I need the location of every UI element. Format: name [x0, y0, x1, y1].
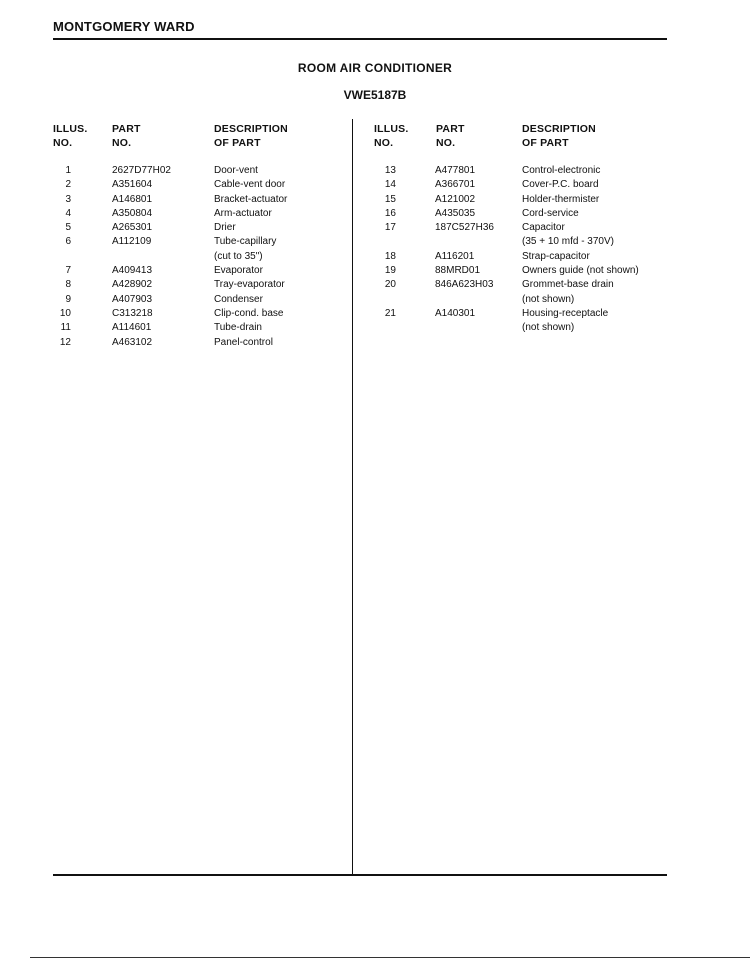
right-header-part: PART NO. [436, 123, 465, 149]
part-no-cell: C313218 [112, 307, 153, 319]
left-header-part: PART NO. [112, 123, 141, 149]
illus-no-cell: 9 [65, 293, 71, 305]
illus-no-cell: 8 [65, 279, 71, 291]
illus-no-cell: 5 [65, 222, 71, 234]
illus-no-cell: 14 [384, 179, 396, 191]
part-no-cell: 88MRD01 [435, 265, 481, 277]
description-cell: Evaporator [214, 265, 263, 277]
part-no-cell: A112109 [112, 236, 152, 248]
left-header-illus: ILLUS. NO. [53, 123, 88, 149]
illus-no-cell: 17 [384, 222, 396, 234]
illus-no-cell: 3 [65, 193, 71, 205]
illus-no-cell: 10 [59, 307, 71, 319]
description-cell: Tube-drain [214, 322, 262, 334]
illus-no-cell: 21 [384, 307, 396, 319]
description-cell: Clip-cond. base [214, 307, 284, 319]
model-number: VWE5187B [343, 88, 407, 102]
illus-no-cell: 11 [60, 322, 71, 334]
part-no-cell: 846A623H03 [435, 279, 494, 291]
description-cell: Grommet-base drain [522, 279, 614, 291]
illus-no-cell: 20 [384, 279, 396, 291]
part-no-cell: A265301 [112, 222, 153, 234]
right-header-description: DESCRIPTION OF PART [522, 123, 596, 149]
top-rule [53, 38, 667, 40]
description-cell: Holder-thermister [522, 193, 600, 205]
description-cell: Door-vent [214, 165, 258, 176]
illus-no-cell: 19 [384, 265, 396, 277]
description-cell: Drier [214, 222, 236, 234]
description-cell: Arm-actuator [214, 207, 272, 219]
description-cell: Condenser [214, 293, 263, 305]
part-no-cell: A409413 [112, 265, 153, 277]
description-cell: Control-electronic [522, 165, 601, 176]
illus-no-cell: 1 [65, 165, 71, 176]
description-cell: (35 + 10 mfd - 370V) [522, 236, 614, 248]
part-no-cell: A114601 [112, 322, 152, 334]
description-cell: Bracket-actuator [214, 193, 288, 205]
part-no-cell: A140301 [435, 307, 476, 319]
illus-no-cell: 16 [384, 207, 396, 219]
description-cell: Cord-service [522, 207, 579, 219]
illus-no-cell: 15 [384, 193, 396, 205]
right-header-illus: ILLUS. NO. [374, 123, 409, 149]
description-cell: Cover-P.C. board [522, 179, 599, 191]
bottom-rule [53, 874, 667, 876]
description-cell: (not shown) [522, 322, 575, 334]
part-no-cell: A146801 [112, 193, 153, 205]
description-cell: Capacitor [522, 222, 565, 234]
part-no-cell: A366701 [435, 179, 476, 191]
illus-no-cell: 13 [384, 165, 396, 176]
illus-no-cell: 4 [65, 207, 71, 219]
description-cell: Tray-evaporator [214, 279, 285, 291]
description-cell: Panel-control [214, 336, 273, 348]
part-no-cell: A428902 [112, 279, 153, 291]
brand-name: MONTGOMERY WARD [53, 19, 195, 34]
illus-no-cell: 2 [65, 179, 71, 191]
description-cell: Cable-vent door [214, 179, 286, 191]
description-cell: (cut to 35") [214, 250, 263, 262]
part-no-cell: 2627D77H02 [112, 165, 171, 176]
part-no-cell: A351604 [112, 179, 153, 191]
illus-no-cell: 6 [65, 236, 71, 248]
part-no-cell: A121002 [435, 193, 476, 205]
description-cell: (not shown) [522, 293, 575, 305]
part-no-cell: A477801 [435, 165, 476, 176]
description-cell: Strap-capacitor [522, 250, 590, 262]
part-no-cell: A407903 [112, 293, 153, 305]
page-foot-line [30, 957, 750, 958]
description-cell: Housing-receptacle [522, 307, 609, 319]
illus-no-cell: 12 [59, 336, 71, 348]
page-title: ROOM AIR CONDITIONER [297, 61, 453, 75]
illus-no-cell: 18 [384, 250, 396, 262]
description-cell: Owners guide (not shown) [522, 265, 639, 277]
part-no-cell: 187C527H36 [435, 222, 494, 234]
part-no-cell: A463102 [112, 336, 153, 348]
part-no-cell: A116201 [435, 250, 475, 262]
part-no-cell: A350804 [112, 207, 153, 219]
description-cell: Tube-capillary [214, 236, 277, 248]
illus-no-cell: 7 [65, 265, 71, 277]
column-divider [352, 119, 353, 875]
left-header-description: DESCRIPTION OF PART [214, 123, 288, 149]
part-no-cell: A435035 [435, 207, 476, 219]
